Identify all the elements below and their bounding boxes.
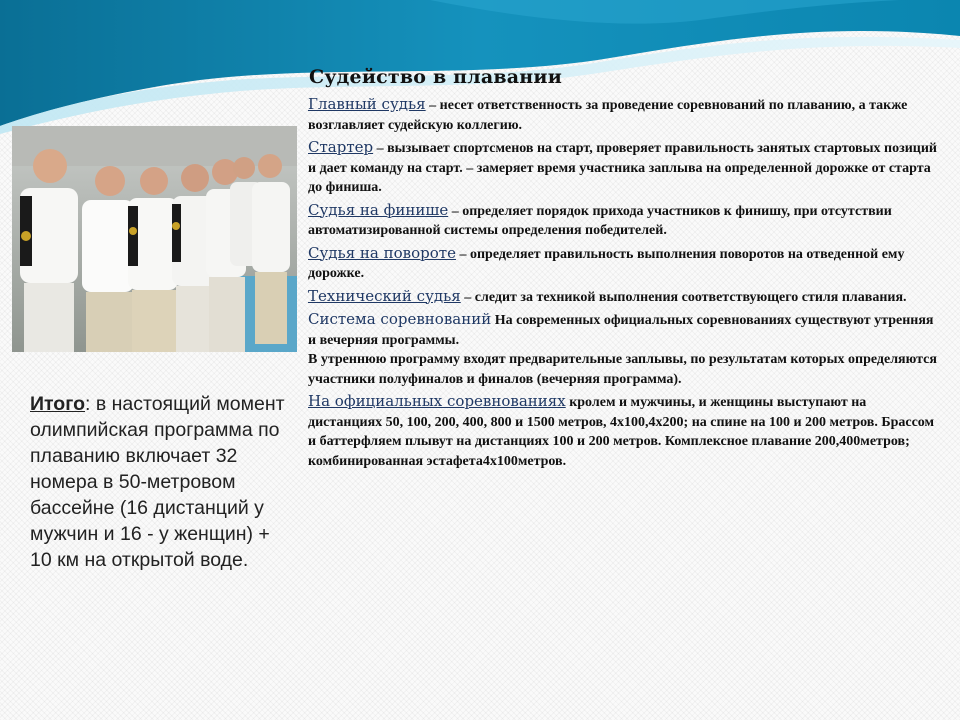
paragraph-main-judge xyxy=(308,95,938,135)
paragraph-turn-judge xyxy=(308,244,938,284)
text-competition-system: На современных официальных соревнованиях существуют утренняя и вечерняя программы. xyxy=(308,313,934,348)
term-technical-judge: Технический судья xyxy=(308,286,461,305)
term-main-judge: Главный судья xyxy=(308,95,426,113)
paragraph-starter xyxy=(308,138,938,198)
term-turn-judge: Судья на повороте xyxy=(308,243,456,262)
summary-text: : в настоящий момент олимпийская программа по плаванию включает 32 номера в 50-метровом бассейне (16 дистанций у мужчин и 16 - у женщин) + 10 км на открытой воде. xyxy=(30,393,285,571)
term-competition-system: Система соревнований xyxy=(308,310,492,328)
paragraph-technical-judge xyxy=(308,287,938,308)
term-finish-judge: Судья на финише xyxy=(308,200,449,219)
judges-photo xyxy=(12,126,297,352)
slide-title: Судейство в плавании xyxy=(309,66,562,88)
paragraph-morning-program: В утреннюю программу входят предварительные заплывы, по результатам которых определяются участники полуфиналов и финалов (вечерняя программа). xyxy=(308,352,937,387)
text-technical-judge: – следит за техникой выполнения соответствующего стиля плавания. xyxy=(460,289,907,305)
content-block xyxy=(308,95,938,474)
text-finish-judge: – определяет порядок прихода участников к финишу, при отсутствии автоматизированной системы определения победителей. xyxy=(308,203,892,238)
term-official: На официальных соревнованиях xyxy=(308,392,566,410)
summary-block xyxy=(30,391,292,573)
summary-lead: Итого xyxy=(30,393,85,415)
term-starter: Стартер xyxy=(308,138,374,156)
paragraph-competition-system xyxy=(308,310,938,350)
text-starter: – вызывает спортсменов на старт, проверяет правильность занятых стартовых позиций и дает команду на старт. – замеряет время участника заплыва на определенной дорожке от старта до финиша. xyxy=(308,141,937,195)
text-official: кролем и мужчины, и женщины выступают на дистанциях 50, 100, 200, 400, 800 и 1500 метров, 4x100,4x200; на спине на 100 и 200 метров. Брассом и баттерфляем плывут на дистанциях 100 и 200 метров. Комплексное плавание 200,400метров; комбинированная эстафета4x100метров. xyxy=(308,395,935,469)
text-turn-judge: – определяет правильность выполнения поворотов на отведенной ему дорожке. xyxy=(308,246,905,281)
paragraph-official xyxy=(308,392,938,471)
text-main-judge: – несет ответственность за проведение соревнований по плаванию, а также возглавляет судейскую коллегию. xyxy=(308,98,908,133)
paragraph-finish-judge xyxy=(308,201,938,241)
